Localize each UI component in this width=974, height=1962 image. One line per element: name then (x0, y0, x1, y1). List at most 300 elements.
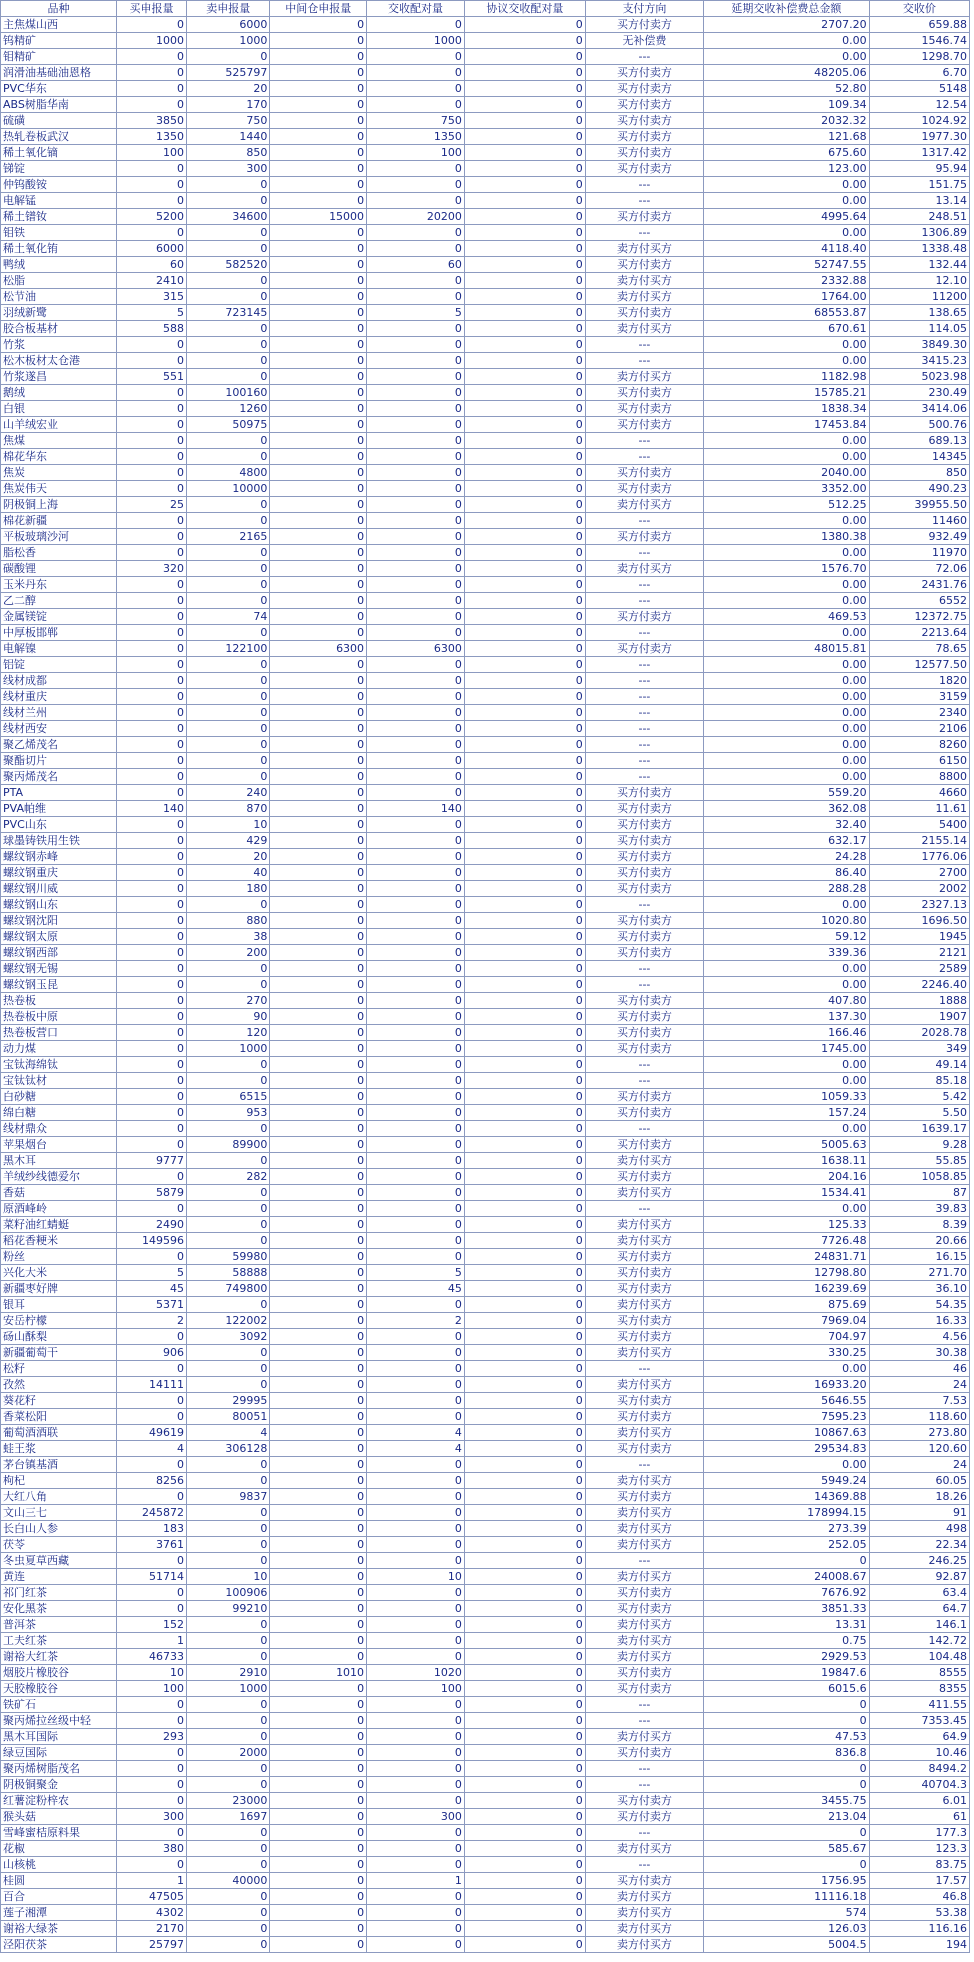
matched-qty-cell: 0 (367, 769, 465, 785)
payment-direction-cell: 买方付卖方 (585, 1793, 703, 1809)
agreement-matched-qty-cell: 0 (464, 1313, 585, 1329)
sell-qty-cell: 0 (187, 561, 270, 577)
buy-qty-cell: 0 (116, 945, 186, 961)
variety-cell: 线材鼎众 (1, 1121, 117, 1137)
compensation-total-cell: 126.03 (704, 1921, 870, 1937)
sell-qty-cell: 0 (187, 1457, 270, 1473)
table-row (1, 273, 970, 289)
delivery-price-cell: 1058.85 (869, 1169, 969, 1185)
payment-direction-cell: 卖方付买方 (585, 289, 703, 305)
sell-qty-cell: 3092 (187, 1329, 270, 1345)
buy-qty-cell: 25797 (116, 1937, 186, 1953)
delivery-price-cell: 5400 (869, 817, 969, 833)
delivery-price-cell: 24 (869, 1377, 969, 1393)
buy-qty-cell: 0 (116, 1361, 186, 1377)
sell-qty-cell: 2165 (187, 529, 270, 545)
payment-direction-cell: 买方付卖方 (585, 161, 703, 177)
compensation-total-cell: 48015.81 (704, 641, 870, 657)
compensation-total-cell: 1745.00 (704, 1041, 870, 1057)
table-row (1, 337, 970, 353)
buy-qty-cell: 0 (116, 449, 186, 465)
table-row (1, 1473, 970, 1489)
compensation-total-cell: 0.00 (704, 49, 870, 65)
matched-qty-cell: 0 (367, 1713, 465, 1729)
table-row (1, 401, 970, 417)
table-row (1, 241, 970, 257)
matched-qty-cell: 0 (367, 577, 465, 593)
buy-qty-cell: 1000 (116, 33, 186, 49)
buy-qty-cell: 2 (116, 1313, 186, 1329)
buy-qty-cell: 0 (116, 1329, 186, 1345)
agreement-matched-qty-cell: 0 (464, 513, 585, 529)
table-row (1, 1201, 970, 1217)
delivery-price-cell: 20.66 (869, 1233, 969, 1249)
sell-qty-cell: 0 (187, 1121, 270, 1137)
matched-qty-cell: 0 (367, 977, 465, 993)
compensation-total-cell: 121.68 (704, 129, 870, 145)
table-row (1, 1233, 970, 1249)
compensation-total-cell: 1638.11 (704, 1153, 870, 1169)
payment-direction-cell: 卖方付买方 (585, 1217, 703, 1233)
agreement-matched-qty-cell: 0 (464, 145, 585, 161)
matched-qty-cell: 0 (367, 17, 465, 33)
table-row (1, 433, 970, 449)
sell-qty-cell: 0 (187, 689, 270, 705)
matched-qty-cell: 0 (367, 1457, 465, 1473)
matched-qty-cell: 0 (367, 1841, 465, 1857)
table-row (1, 545, 970, 561)
mid-warehouse-qty-cell: 0 (270, 897, 367, 913)
compensation-total-cell: 15785.21 (704, 385, 870, 401)
table-row (1, 1649, 970, 1665)
matched-qty-cell: 0 (367, 1169, 465, 1185)
variety-cell: 香菜松阳 (1, 1409, 117, 1425)
buy-qty-cell: 906 (116, 1345, 186, 1361)
variety-cell: 聚丙烯拉丝级中轻 (1, 1713, 117, 1729)
agreement-matched-qty-cell: 0 (464, 1441, 585, 1457)
matched-qty-cell: 0 (367, 1745, 465, 1761)
sell-qty-cell: 0 (187, 593, 270, 609)
table-row (1, 1265, 970, 1281)
delivery-price-cell: 3159 (869, 689, 969, 705)
delivery-price-cell: 5023.98 (869, 369, 969, 385)
compensation-total-cell: 0.00 (704, 353, 870, 369)
compensation-total-cell: 0.00 (704, 225, 870, 241)
table-row (1, 193, 970, 209)
compensation-total-cell: 32.40 (704, 817, 870, 833)
compensation-total-cell: 11116.18 (704, 1889, 870, 1905)
delivery-price-cell: 118.60 (869, 1409, 969, 1425)
agreement-matched-qty-cell: 0 (464, 1649, 585, 1665)
compensation-total-cell: 19847.6 (704, 1665, 870, 1681)
matched-qty-cell: 0 (367, 1137, 465, 1153)
agreement-matched-qty-cell: 0 (464, 673, 585, 689)
variety-cell: PVC山东 (1, 817, 117, 833)
buy-qty-cell: 0 (116, 657, 186, 673)
variety-cell: 中厚板邯郸 (1, 625, 117, 641)
compensation-total-cell: 6015.6 (704, 1681, 870, 1697)
delivery-price-cell: 132.44 (869, 257, 969, 273)
table-row (1, 1937, 970, 1953)
delivery-price-cell: 1639.17 (869, 1121, 969, 1137)
agreement-matched-qty-cell: 0 (464, 81, 585, 97)
sell-qty-cell: 80051 (187, 1409, 270, 1425)
agreement-matched-qty-cell: 0 (464, 1361, 585, 1377)
matched-qty-cell: 0 (367, 385, 465, 401)
buy-qty-cell: 0 (116, 1089, 186, 1105)
variety-cell: 安岳柠檬 (1, 1313, 117, 1329)
table-row (1, 1857, 970, 1873)
delivery-price-cell: 659.88 (869, 17, 969, 33)
sell-qty-cell: 29995 (187, 1393, 270, 1409)
agreement-matched-qty-cell: 0 (464, 1569, 585, 1585)
sell-qty-cell: 0 (187, 705, 270, 721)
sell-qty-cell: 0 (187, 193, 270, 209)
agreement-matched-qty-cell: 0 (464, 1393, 585, 1409)
matched-qty-cell: 0 (367, 1057, 465, 1073)
compensation-total-cell: 0 (704, 1697, 870, 1713)
variety-cell: 猴头菇 (1, 1809, 117, 1825)
mid-warehouse-qty-cell: 0 (270, 353, 367, 369)
mid-warehouse-qty-cell: 0 (270, 225, 367, 241)
compensation-total-cell: 0.00 (704, 1073, 870, 1089)
compensation-total-cell: 836.8 (704, 1745, 870, 1761)
payment-direction-cell: 卖方付买方 (585, 1905, 703, 1921)
buy-qty-cell: 0 (116, 337, 186, 353)
mid-warehouse-qty-cell: 0 (270, 1297, 367, 1313)
buy-qty-cell: 0 (116, 1585, 186, 1601)
buy-qty-cell: 3850 (116, 113, 186, 129)
variety-cell: 绵白糖 (1, 1105, 117, 1121)
buy-qty-cell: 0 (116, 769, 186, 785)
payment-direction-cell: 买方付卖方 (585, 929, 703, 945)
compensation-total-cell: 0.00 (704, 625, 870, 641)
payment-direction-cell: 卖方付买方 (585, 1841, 703, 1857)
buy-qty-cell: 51714 (116, 1569, 186, 1585)
compensation-total-cell: 0 (704, 1761, 870, 1777)
variety-cell: 螺纹钢川威 (1, 881, 117, 897)
payment-direction-cell: --- (585, 1121, 703, 1137)
sell-qty-cell: 0 (187, 49, 270, 65)
buy-qty-cell: 0 (116, 1825, 186, 1841)
buy-qty-cell: 0 (116, 913, 186, 929)
agreement-matched-qty-cell: 0 (464, 401, 585, 417)
payment-direction-cell: 买方付卖方 (585, 417, 703, 433)
agreement-matched-qty-cell: 0 (464, 641, 585, 657)
payment-direction-cell: --- (585, 961, 703, 977)
delivery-price-cell: 24 (869, 1457, 969, 1473)
variety-cell: 热卷板中原 (1, 1009, 117, 1025)
matched-qty-cell: 0 (367, 625, 465, 641)
variety-cell: 聚酯切片 (1, 753, 117, 769)
table-row (1, 977, 970, 993)
payment-direction-cell: 买方付卖方 (585, 465, 703, 481)
compensation-total-cell: 585.67 (704, 1841, 870, 1857)
sell-qty-cell: 1000 (187, 1681, 270, 1697)
variety-cell: 焦炭 (1, 465, 117, 481)
variety-cell: 鸭绒 (1, 257, 117, 273)
delivery-price-cell: 8555 (869, 1665, 969, 1681)
sell-qty-cell: 270 (187, 993, 270, 1009)
agreement-matched-qty-cell: 0 (464, 497, 585, 513)
matched-qty-cell: 0 (367, 1249, 465, 1265)
delivery-price-cell: 116.16 (869, 1921, 969, 1937)
buy-qty-cell: 0 (116, 225, 186, 241)
payment-direction-cell: --- (585, 513, 703, 529)
payment-direction-cell: 买方付卖方 (585, 817, 703, 833)
buy-qty-cell: 0 (116, 865, 186, 881)
payment-direction-cell: 买方付卖方 (585, 1313, 703, 1329)
delivery-price-cell: 5.42 (869, 1089, 969, 1105)
delivery-price-cell: 271.70 (869, 1265, 969, 1281)
delivery-price-cell: 7353.45 (869, 1713, 969, 1729)
matched-qty-cell: 0 (367, 705, 465, 721)
mid-warehouse-qty-cell: 0 (270, 1553, 367, 1569)
mid-warehouse-qty-cell: 0 (270, 1089, 367, 1105)
agreement-matched-qty-cell: 0 (464, 1697, 585, 1713)
buy-qty-cell: 0 (116, 81, 186, 97)
matched-qty-cell: 0 (367, 1361, 465, 1377)
compensation-total-cell: 0 (704, 1713, 870, 1729)
variety-cell: 聚乙烯茂名 (1, 737, 117, 753)
agreement-matched-qty-cell: 0 (464, 1025, 585, 1041)
table-row (1, 1761, 970, 1777)
compensation-total-cell: 875.69 (704, 1297, 870, 1313)
payment-direction-cell: 买方付卖方 (585, 801, 703, 817)
matched-qty-cell: 0 (367, 721, 465, 737)
payment-direction-cell: 卖方付买方 (585, 369, 703, 385)
compensation-total-cell: 52747.55 (704, 257, 870, 273)
variety-cell: 线材兰州 (1, 705, 117, 721)
compensation-total-cell: 0.00 (704, 33, 870, 49)
mid-warehouse-qty-cell: 0 (270, 1457, 367, 1473)
payment-direction-cell: 卖方付买方 (585, 1297, 703, 1313)
mid-warehouse-qty-cell: 0 (270, 513, 367, 529)
payment-direction-cell: 买方付卖方 (585, 1489, 703, 1505)
sell-qty-cell: 0 (187, 513, 270, 529)
sell-qty-cell: 100906 (187, 1585, 270, 1601)
variety-cell: 松籽 (1, 1361, 117, 1377)
compensation-total-cell: 157.24 (704, 1105, 870, 1121)
delivery-price-cell: 72.06 (869, 561, 969, 577)
buy-qty-cell: 0 (116, 193, 186, 209)
agreement-matched-qty-cell: 0 (464, 1041, 585, 1057)
compensation-total-cell: 0.00 (704, 513, 870, 529)
buy-qty-cell: 0 (116, 897, 186, 913)
matched-qty-cell: 0 (367, 337, 465, 353)
compensation-total-cell: 273.39 (704, 1521, 870, 1537)
variety-cell: 山核桃 (1, 1857, 117, 1873)
buy-qty-cell: 60 (116, 257, 186, 273)
compensation-total-cell: 166.46 (704, 1025, 870, 1041)
mid-warehouse-qty-cell: 0 (270, 1409, 367, 1425)
compensation-total-cell: 13.31 (704, 1617, 870, 1633)
compensation-total-cell: 0.00 (704, 961, 870, 977)
delivery-price-cell: 4.56 (869, 1329, 969, 1345)
mid-warehouse-qty-cell: 0 (270, 305, 367, 321)
compensation-total-cell: 0.00 (704, 1057, 870, 1073)
agreement-matched-qty-cell: 0 (464, 609, 585, 625)
sell-qty-cell: 0 (187, 1841, 270, 1857)
buy-qty-cell: 5371 (116, 1297, 186, 1313)
delivery-price-cell: 3849.30 (869, 337, 969, 353)
variety-cell: 蛙王浆 (1, 1441, 117, 1457)
agreement-matched-qty-cell: 0 (464, 1281, 585, 1297)
variety-cell: 阴极铜聚金 (1, 1777, 117, 1793)
buy-qty-cell: 0 (116, 17, 186, 33)
variety-cell: 焦煤 (1, 433, 117, 449)
mid-warehouse-qty-cell: 0 (270, 1233, 367, 1249)
mid-warehouse-qty-cell: 0 (270, 1185, 367, 1201)
agreement-matched-qty-cell: 0 (464, 865, 585, 881)
variety-cell: 菜籽油红蜻蜓 (1, 1217, 117, 1233)
payment-direction-cell: --- (585, 337, 703, 353)
agreement-matched-qty-cell: 0 (464, 225, 585, 241)
table-row (1, 945, 970, 961)
compensation-total-cell: 1534.41 (704, 1185, 870, 1201)
agreement-matched-qty-cell: 0 (464, 1809, 585, 1825)
mid-warehouse-qty-cell: 0 (270, 529, 367, 545)
variety-cell: PTA (1, 785, 117, 801)
agreement-matched-qty-cell: 0 (464, 1329, 585, 1345)
agreement-matched-qty-cell: 0 (464, 1233, 585, 1249)
mid-warehouse-qty-cell: 0 (270, 1441, 367, 1457)
matched-qty-cell: 0 (367, 1905, 465, 1921)
matched-qty-cell: 0 (367, 1761, 465, 1777)
compensation-total-cell: 0.00 (704, 433, 870, 449)
table-row (1, 417, 970, 433)
buy-qty-cell: 0 (116, 641, 186, 657)
variety-cell: 热卷板营口 (1, 1025, 117, 1041)
agreement-matched-qty-cell: 0 (464, 1633, 585, 1649)
agreement-matched-qty-cell: 0 (464, 257, 585, 273)
matched-qty-cell: 0 (367, 465, 465, 481)
variety-cell: 铁矿石 (1, 1697, 117, 1713)
table-body (1, 17, 970, 1953)
matched-qty-cell: 0 (367, 897, 465, 913)
agreement-matched-qty-cell: 0 (464, 1057, 585, 1073)
variety-cell: 螺纹钢西部 (1, 945, 117, 961)
compensation-total-cell: 7726.48 (704, 1233, 870, 1249)
variety-cell: 线材重庆 (1, 689, 117, 705)
variety-cell: 钼精矿 (1, 49, 117, 65)
sell-qty-cell: 723145 (187, 305, 270, 321)
payment-direction-cell: --- (585, 1457, 703, 1473)
sell-qty-cell: 0 (187, 977, 270, 993)
buy-qty-cell: 0 (116, 1457, 186, 1473)
matched-qty-cell: 5 (367, 1265, 465, 1281)
mid-warehouse-qty-cell: 0 (270, 1265, 367, 1281)
matched-qty-cell: 0 (367, 609, 465, 625)
table-row (1, 929, 970, 945)
delivery-price-cell: 30.38 (869, 1345, 969, 1361)
matched-qty-cell: 0 (367, 593, 465, 609)
variety-cell: 苹果烟台 (1, 1137, 117, 1153)
buy-qty-cell: 0 (116, 1393, 186, 1409)
sell-qty-cell: 0 (187, 1713, 270, 1729)
compensation-total-cell: 0.00 (704, 449, 870, 465)
mid-warehouse-qty-cell: 0 (270, 1057, 367, 1073)
sell-qty-cell: 750 (187, 113, 270, 129)
delivery-price-cell: 12372.75 (869, 609, 969, 625)
mid-warehouse-qty-cell: 0 (270, 625, 367, 641)
table-row (1, 1041, 970, 1057)
compensation-total-cell: 0.00 (704, 545, 870, 561)
delivery-price-cell: 1820 (869, 673, 969, 689)
table-row (1, 385, 970, 401)
mid-warehouse-qty-cell: 0 (270, 1169, 367, 1185)
agreement-matched-qty-cell: 0 (464, 1857, 585, 1873)
variety-cell: 茅台镇基酒 (1, 1457, 117, 1473)
mid-warehouse-qty-cell: 0 (270, 193, 367, 209)
payment-direction-cell: 买方付卖方 (585, 1393, 703, 1409)
payment-direction-cell: --- (585, 193, 703, 209)
agreement-matched-qty-cell: 0 (464, 1585, 585, 1601)
variety-cell: 棉花新疆 (1, 513, 117, 529)
variety-cell: 茯苓 (1, 1537, 117, 1553)
agreement-matched-qty-cell: 0 (464, 1777, 585, 1793)
agreement-matched-qty-cell: 0 (464, 1905, 585, 1921)
mid-warehouse-qty-cell: 0 (270, 1569, 367, 1585)
agreement-matched-qty-cell: 0 (464, 17, 585, 33)
table-row (1, 353, 970, 369)
delivery-price-cell: 12.10 (869, 273, 969, 289)
sell-qty-cell: 74 (187, 609, 270, 625)
buy-qty-cell: 25 (116, 497, 186, 513)
matched-qty-cell: 0 (367, 1329, 465, 1345)
agreement-matched-qty-cell: 0 (464, 1425, 585, 1441)
buy-qty-cell: 100 (116, 145, 186, 161)
payment-direction-cell: 买方付卖方 (585, 1809, 703, 1825)
matched-qty-cell: 0 (367, 737, 465, 753)
payment-direction-cell: --- (585, 689, 703, 705)
mid-warehouse-qty-cell: 0 (270, 577, 367, 593)
buy-qty-cell: 0 (116, 1761, 186, 1777)
matched-qty-cell: 0 (367, 1153, 465, 1169)
table-row (1, 1569, 970, 1585)
agreement-matched-qty-cell: 0 (464, 1937, 585, 1953)
matched-qty-cell: 0 (367, 1025, 465, 1041)
table-row (1, 209, 970, 225)
agreement-matched-qty-cell: 0 (464, 993, 585, 1009)
delivery-price-cell: 16.33 (869, 1313, 969, 1329)
compensation-total-cell: 24.28 (704, 849, 870, 865)
payment-direction-cell: --- (585, 1761, 703, 1777)
table-row (1, 33, 970, 49)
agreement-matched-qty-cell: 0 (464, 353, 585, 369)
agreement-matched-qty-cell: 0 (464, 1601, 585, 1617)
mid-warehouse-qty-cell: 0 (270, 177, 367, 193)
compensation-total-cell: 1182.98 (704, 369, 870, 385)
col-header-matched-qty: 交收配对量 (367, 1, 465, 17)
variety-cell: 百合 (1, 1889, 117, 1905)
sell-qty-cell: 0 (187, 1345, 270, 1361)
payment-direction-cell: --- (585, 625, 703, 641)
variety-cell: 螺纹钢太原 (1, 929, 117, 945)
delivery-price-cell: 1888 (869, 993, 969, 1009)
delivery-price-cell: 83.75 (869, 1857, 969, 1873)
variety-cell: 山羊绒宏业 (1, 417, 117, 433)
agreement-matched-qty-cell: 0 (464, 49, 585, 65)
sell-qty-cell: 525797 (187, 65, 270, 81)
matched-qty-cell: 0 (367, 1377, 465, 1393)
payment-direction-cell: 卖方付买方 (585, 1937, 703, 1953)
buy-qty-cell: 2490 (116, 1217, 186, 1233)
sell-qty-cell: 850 (187, 145, 270, 161)
buy-qty-cell: 0 (116, 545, 186, 561)
delivery-price-cell: 2340 (869, 705, 969, 721)
compensation-total-cell: 0.00 (704, 657, 870, 673)
